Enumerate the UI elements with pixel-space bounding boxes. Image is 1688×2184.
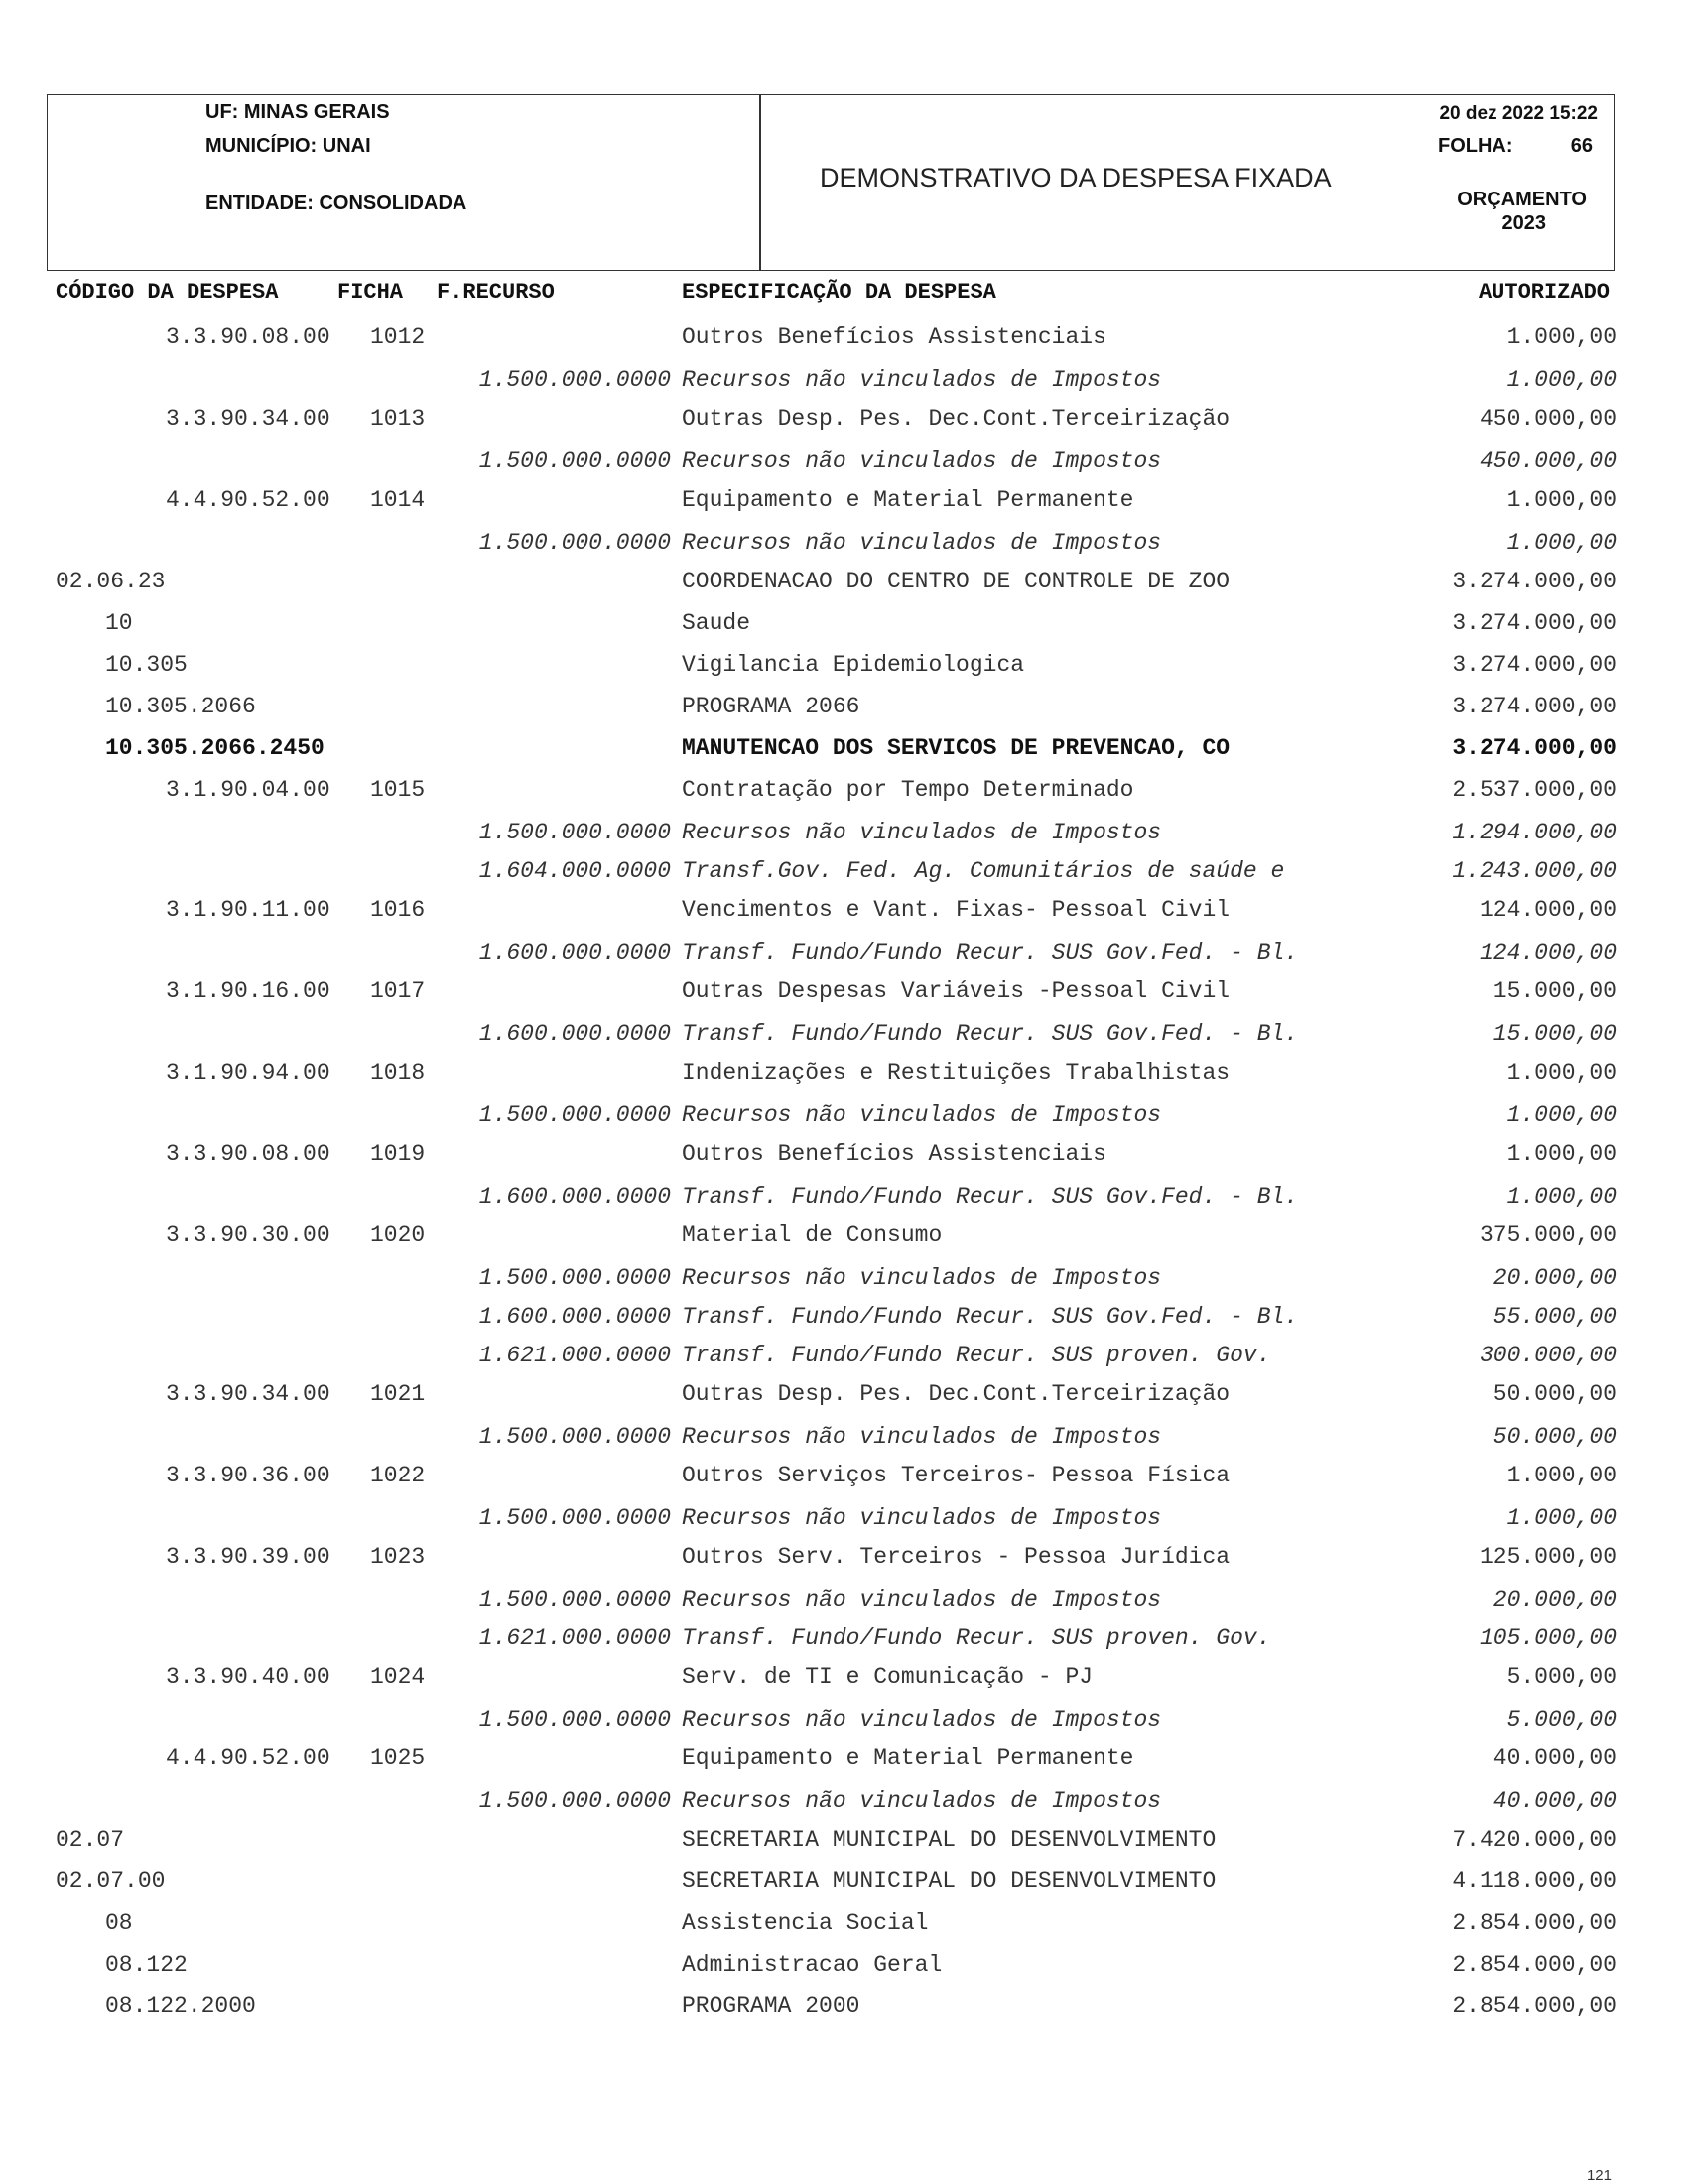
expense-code: 3.3.90.40.00	[166, 1664, 330, 1690]
expense-code: 02.06.23	[56, 569, 166, 594]
recurso-code: 1.600.000.0000	[478, 1304, 671, 1330]
table-row	[0, 530, 1688, 560]
authorized-value: 1.000,00	[1506, 1102, 1617, 1128]
table-row	[0, 569, 1688, 598]
expense-description: Vigilancia Epidemiologica	[682, 652, 1025, 678]
expense-code: 3.1.90.94.00	[166, 1060, 330, 1086]
table-row	[0, 1788, 1688, 1818]
expense-description: Recursos não vinculados de Impostos	[682, 1707, 1162, 1733]
municipio-label: MUNICÍPIO: UNAI	[205, 135, 371, 157]
table-row	[0, 1343, 1688, 1372]
authorized-value: 5.000,00	[1506, 1707, 1617, 1733]
column-header-ficha: FICHA	[337, 280, 404, 305]
recurso-code: 1.621.000.0000	[478, 1625, 671, 1651]
table-row	[0, 1868, 1688, 1898]
entidade-label: ENTIDADE: CONSOLIDADA	[205, 193, 467, 214]
page-number: 121	[1586, 2167, 1612, 2184]
ficha-number: 1016	[370, 897, 426, 923]
table-row	[0, 324, 1688, 354]
expense-description: Serv. de TI e Comunicação - PJ	[682, 1664, 1094, 1690]
table-row	[0, 487, 1688, 517]
expense-description: Recursos não vinculados de Impostos	[682, 820, 1162, 845]
expense-description: Administracao Geral	[682, 1952, 943, 1978]
recurso-code: 1.600.000.0000	[478, 940, 671, 965]
table-row	[0, 1060, 1688, 1090]
orcamento-label: ORÇAMENTO	[1457, 189, 1587, 210]
recurso-code: 1.500.000.0000	[478, 530, 671, 556]
authorized-value: 3.274.000,00	[1452, 694, 1617, 719]
expense-code: 4.4.90.52.00	[166, 1745, 330, 1771]
expense-code: 3.1.90.04.00	[166, 777, 330, 803]
expense-code: 02.07.00	[56, 1868, 166, 1894]
expense-description: Outras Desp. Pes. Dec.Cont.Terceirização	[682, 1381, 1231, 1407]
expense-description: Equipamento e Material Permanente	[682, 1745, 1134, 1771]
authorized-value: 40.000,00	[1493, 1788, 1617, 1814]
authorized-value: 4.118.000,00	[1452, 1868, 1617, 1894]
table-row	[0, 1265, 1688, 1295]
expense-code: 3.3.90.08.00	[166, 324, 330, 350]
table-row	[0, 940, 1688, 969]
authorized-value: 1.000,00	[1506, 1060, 1617, 1086]
ficha-number: 1019	[370, 1141, 426, 1167]
expense-description: COORDENACAO DO CENTRO DE CONTROLE DE ZOO	[682, 569, 1231, 594]
ficha-number: 1017	[370, 978, 426, 1004]
authorized-value: 1.000,00	[1506, 487, 1617, 513]
table-row	[0, 367, 1688, 397]
ficha-number: 1021	[370, 1381, 426, 1407]
table-row	[0, 1993, 1688, 2023]
expense-description: Vencimentos e Vant. Fixas- Pessoal Civil	[682, 897, 1231, 923]
authorized-value: 1.000,00	[1506, 1141, 1617, 1167]
expense-description: Recursos não vinculados de Impostos	[682, 367, 1162, 393]
recurso-code: 1.500.000.0000	[478, 1424, 671, 1450]
expense-description: Outros Serviços Terceiros- Pessoa Física	[682, 1463, 1231, 1488]
recurso-code: 1.500.000.0000	[478, 367, 671, 393]
page-title: DEMONSTRATIVO DA DESPESA FIXADA	[820, 163, 1332, 193]
table-row	[0, 1664, 1688, 1694]
authorized-value: 20.000,00	[1493, 1265, 1617, 1291]
recurso-code: 1.500.000.0000	[478, 820, 671, 845]
folha-label: FOLHA:	[1438, 135, 1513, 157]
table-row	[0, 406, 1688, 436]
expense-description: Recursos não vinculados de Impostos	[682, 1505, 1162, 1531]
expense-description: Saude	[682, 610, 751, 636]
table-row	[0, 1463, 1688, 1492]
authorized-value: 1.000,00	[1506, 1505, 1617, 1531]
expense-description: Recursos não vinculados de Impostos	[682, 1788, 1162, 1814]
expense-code: 3.3.90.39.00	[166, 1544, 330, 1570]
recurso-code: 1.500.000.0000	[478, 1265, 671, 1291]
authorized-value: 2.854.000,00	[1452, 1910, 1617, 1936]
table-row	[0, 897, 1688, 927]
table-row	[0, 1544, 1688, 1574]
authorized-value: 124.000,00	[1479, 940, 1617, 965]
authorized-value: 3.274.000,00	[1452, 652, 1617, 678]
authorized-value: 2.537.000,00	[1452, 777, 1617, 803]
authorized-value: 1.000,00	[1506, 324, 1617, 350]
ficha-number: 1025	[370, 1745, 426, 1771]
recurso-code: 1.500.000.0000	[478, 1102, 671, 1128]
recurso-code: 1.500.000.0000	[478, 449, 671, 474]
expense-description: Material de Consumo	[682, 1222, 943, 1248]
recurso-code: 1.500.000.0000	[478, 1788, 671, 1814]
expense-code: 08	[105, 1910, 133, 1936]
table-row	[0, 858, 1688, 888]
authorized-value: 20.000,00	[1493, 1587, 1617, 1612]
authorized-value: 1.000,00	[1506, 530, 1617, 556]
table-row	[0, 610, 1688, 640]
orcamento-year: 2023	[1501, 212, 1546, 234]
expense-description: Recursos não vinculados de Impostos	[682, 1424, 1162, 1450]
expense-description: Outros Benefícios Assistenciais	[682, 1141, 1106, 1167]
authorized-value: 125.000,00	[1479, 1544, 1617, 1570]
table-row	[0, 694, 1688, 723]
expense-description: PROGRAMA 2066	[682, 694, 860, 719]
authorized-value: 1.000,00	[1506, 1463, 1617, 1488]
ficha-number: 1024	[370, 1664, 426, 1690]
authorized-value: 375.000,00	[1479, 1222, 1617, 1248]
authorized-value: 2.854.000,00	[1452, 1993, 1617, 2019]
expense-code: 10.305	[105, 652, 188, 678]
uf-label: UF: MINAS GERAIS	[205, 101, 390, 123]
table-row	[0, 820, 1688, 849]
authorized-value: 3.274.000,00	[1452, 610, 1617, 636]
report-datetime: 20 dez 2022 15:22	[1439, 103, 1598, 124]
table-row	[0, 1745, 1688, 1775]
table-row	[0, 1304, 1688, 1334]
recurso-code: 1.500.000.0000	[478, 1587, 671, 1612]
expense-description: Transf. Fundo/Fundo Recur. SUS Gov.Fed. - Bl.	[682, 1184, 1299, 1210]
table-row	[0, 1141, 1688, 1171]
authorized-value: 5.000,00	[1506, 1664, 1617, 1690]
authorized-value: 1.243.000,00	[1452, 858, 1617, 884]
ficha-number: 1013	[370, 406, 426, 432]
expense-description: Assistencia Social	[682, 1910, 929, 1936]
recurso-code: 1.621.000.0000	[478, 1343, 671, 1368]
table-row	[0, 652, 1688, 682]
expense-description: Transf. Fundo/Fundo Recur. SUS proven. Gov.	[682, 1343, 1271, 1368]
expense-code: 10	[105, 610, 133, 636]
authorized-value: 105.000,00	[1479, 1625, 1617, 1651]
authorized-value: 55.000,00	[1493, 1304, 1617, 1330]
expense-description: Transf. Fundo/Fundo Recur. SUS proven. Gov.	[682, 1625, 1271, 1651]
table-row	[0, 735, 1688, 765]
authorized-value: 1.000,00	[1506, 1184, 1617, 1210]
ficha-number: 1023	[370, 1544, 426, 1570]
expense-description: Recursos não vinculados de Impostos	[682, 530, 1162, 556]
authorized-value: 3.274.000,00	[1452, 735, 1617, 761]
table-row	[0, 1021, 1688, 1051]
table-row	[0, 1827, 1688, 1857]
expense-description: Contratação por Tempo Determinado	[682, 777, 1134, 803]
expense-description: Transf.Gov. Fed. Ag. Comunitários de saúde e	[682, 858, 1285, 884]
expense-code: 3.3.90.34.00	[166, 1381, 330, 1407]
expense-code: 3.3.90.36.00	[166, 1463, 330, 1488]
table-row	[0, 1505, 1688, 1535]
recurso-code: 1.604.000.0000	[478, 858, 671, 884]
recurso-code: 1.500.000.0000	[478, 1707, 671, 1733]
table-row	[0, 1910, 1688, 1940]
expense-code: 3.3.90.34.00	[166, 406, 330, 432]
authorized-value: 124.000,00	[1479, 897, 1617, 923]
expense-code: 3.1.90.16.00	[166, 978, 330, 1004]
authorized-value: 50.000,00	[1493, 1381, 1617, 1407]
column-header-autorizado: AUTORIZADO	[1478, 280, 1610, 305]
table-row	[0, 449, 1688, 478]
table-row	[0, 1952, 1688, 1982]
expense-code: 3.1.90.11.00	[166, 897, 330, 923]
column-header-recurso: F.RECURSO	[437, 280, 555, 305]
authorized-value: 450.000,00	[1479, 406, 1617, 432]
expense-description: Transf. Fundo/Fundo Recur. SUS Gov.Fed. - Bl.	[682, 940, 1299, 965]
expense-description: Outras Desp. Pes. Dec.Cont.Terceirização	[682, 406, 1231, 432]
expense-description: MANUTENCAO DOS SERVICOS DE PREVENCAO, CO	[682, 735, 1231, 761]
ficha-number: 1012	[370, 324, 426, 350]
authorized-value: 50.000,00	[1493, 1424, 1617, 1450]
expense-code: 3.3.90.30.00	[166, 1222, 330, 1248]
expense-description: Outros Benefícios Assistenciais	[682, 324, 1106, 350]
table-row	[0, 1707, 1688, 1736]
table-row	[0, 1424, 1688, 1454]
authorized-value: 7.420.000,00	[1452, 1827, 1617, 1853]
table-row	[0, 1625, 1688, 1655]
expense-description: Recursos não vinculados de Impostos	[682, 1587, 1162, 1612]
recurso-code: 1.600.000.0000	[478, 1021, 671, 1047]
expense-code: 10.305.2066.2450	[105, 735, 325, 761]
column-header-codigo: CÓDIGO DA DESPESA	[56, 280, 279, 305]
expense-description: Recursos não vinculados de Impostos	[682, 1265, 1162, 1291]
ficha-number: 1018	[370, 1060, 426, 1086]
expense-description: Outros Serv. Terceiros - Pessoa Jurídica	[682, 1544, 1231, 1570]
authorized-value: 15.000,00	[1493, 978, 1617, 1004]
authorized-value: 1.294.000,00	[1452, 820, 1617, 845]
authorized-value: 40.000,00	[1493, 1745, 1617, 1771]
table-row	[0, 777, 1688, 807]
authorized-value: 2.854.000,00	[1452, 1952, 1617, 1978]
ficha-number: 1014	[370, 487, 426, 513]
expense-code: 02.07	[56, 1827, 125, 1853]
ficha-number: 1022	[370, 1463, 426, 1488]
header-divider	[759, 94, 761, 271]
expense-code: 08.122	[105, 1952, 188, 1978]
authorized-value: 15.000,00	[1493, 1021, 1617, 1047]
expense-description: Recursos não vinculados de Impostos	[682, 1102, 1162, 1128]
table-row	[0, 1222, 1688, 1252]
table-row	[0, 1381, 1688, 1411]
authorized-value: 3.274.000,00	[1452, 569, 1617, 594]
authorized-value: 300.000,00	[1479, 1343, 1617, 1368]
table-row	[0, 1587, 1688, 1616]
expense-code: 3.3.90.08.00	[166, 1141, 330, 1167]
recurso-code: 1.500.000.0000	[478, 1505, 671, 1531]
expense-description: Outras Despesas Variáveis -Pessoal Civil	[682, 978, 1231, 1004]
expense-description: Transf. Fundo/Fundo Recur. SUS Gov.Fed. - Bl.	[682, 1021, 1299, 1047]
ficha-number: 1015	[370, 777, 426, 803]
authorized-value: 1.000,00	[1506, 367, 1617, 393]
expense-description: Transf. Fundo/Fundo Recur. SUS Gov.Fed. - Bl.	[682, 1304, 1299, 1330]
table-row	[0, 1184, 1688, 1214]
folha-value: 66	[1570, 135, 1593, 157]
expense-code: 08.122.2000	[105, 1993, 256, 2019]
expense-code: 10.305.2066	[105, 694, 256, 719]
authorized-value: 450.000,00	[1479, 449, 1617, 474]
recurso-code: 1.600.000.0000	[478, 1184, 671, 1210]
expense-description: SECRETARIA MUNICIPAL DO DESENVOLVIMENTO	[682, 1868, 1217, 1894]
expense-description: SECRETARIA MUNICIPAL DO DESENVOLVIMENTO	[682, 1827, 1217, 1853]
column-header-especificacao: ESPECIFICAÇÃO DA DESPESA	[682, 280, 996, 305]
expense-description: PROGRAMA 2000	[682, 1993, 860, 2019]
table-row	[0, 978, 1688, 1008]
expense-description: Equipamento e Material Permanente	[682, 487, 1134, 513]
table-row	[0, 1102, 1688, 1132]
expense-description: Recursos não vinculados de Impostos	[682, 449, 1162, 474]
expense-code: 4.4.90.52.00	[166, 487, 330, 513]
expense-description: Indenizações e Restituições Trabalhistas	[682, 1060, 1231, 1086]
ficha-number: 1020	[370, 1222, 426, 1248]
